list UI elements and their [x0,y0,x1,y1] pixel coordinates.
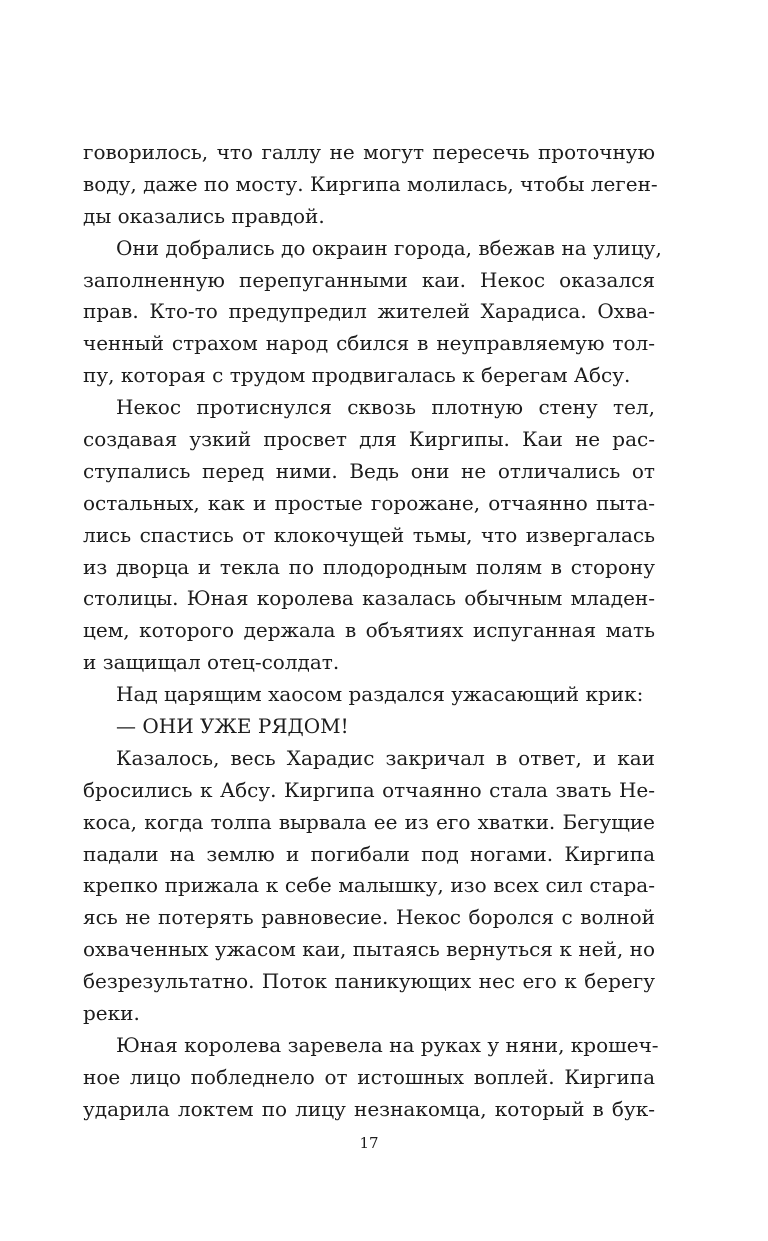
text-line: пу, которая с трудом продвигалась к берегам Абсу. [83,363,631,388]
text-line: бросились к Абсу. Киргипа отчаянно стала звать Не- [83,777,655,802]
text-line: ды оказались правдой. [83,203,325,228]
paragraph [83,233,662,392]
text-line: ступались перед ними. Ведь они не отличались от [83,458,655,483]
text-line: говорилось, что галлу не могут пересечь проточную [83,140,655,164]
dialogue-line [83,711,655,743]
text-line: падали на землю и погибали под ногами. Киргипа [83,841,655,866]
text-line: создавая узкий просвет для Киргипы. Каи не рас- [83,427,655,452]
text-line: ченный страхом народ сбился в неуправляемую тол- [83,331,655,356]
paragraph [83,137,658,233]
text-line: — ОНИ УЖЕ РЯДОМ! [116,714,349,739]
text-line: охваченных ужасом каи, пытаясь вернуться к ней, но [83,937,655,962]
text-line: Они добрались до окраин города, вбежав на улицу, [116,235,662,260]
text-line: цем, которого держала в объятиях испуганная мать [83,618,655,643]
body-text [83,137,662,1126]
text-line: ударила локтем по лицу незнакомца, который в бук- [83,1096,655,1121]
text-line: ясь не потерять равновесие. Некос боролся с волной [83,905,655,930]
paragraph [83,743,655,1030]
text-line: ное лицо побледнело от истошных воплей. Киргипа [83,1064,655,1089]
text-line: воду, даже по мосту. Киргипа молилась, чтобы леген- [83,171,658,196]
text-line: безрезультатно. Поток паникующих нес его к берегу [83,969,655,994]
paragraph [83,679,655,711]
text-line: Над царящим хаосом раздался ужасающий крик: [116,682,644,707]
text-line: коса, когда толпа вырвала ее из его хватки. Бегущие [83,809,655,834]
text-line: столицы. Юная королева казалась обычным младен- [83,586,655,611]
text-line: и защищал отец-солдат. [83,650,340,675]
text-line: лись спастись от клокочущей тьмы, что извергалась [83,522,655,547]
text-line: заполненную перепуганными каи. Некос оказался [83,267,655,292]
text-line: Юная королева заревела на руках у няни, крошеч- [116,1032,659,1057]
paragraph [83,1030,659,1126]
page-number: 17 [359,1134,379,1152]
paragraph [83,392,655,679]
text-line: реки. [83,1001,140,1026]
text-line: из дворца и текла по плодородным полям в сторону [83,554,655,579]
text-line: Казалось, весь Харадис закричал в ответ, и каи [116,745,655,770]
text-line: крепко прижала к себе малышку, изо всех сил стара- [83,873,655,898]
text-line: прав. Кто-то предупредил жителей Харадиса. Охва- [83,299,655,324]
text-line: остальных, как и простые горожане, отчаянно пыта- [83,490,655,515]
text-line: Некос протиснулся сквозь плотную стену тел, [116,395,655,420]
